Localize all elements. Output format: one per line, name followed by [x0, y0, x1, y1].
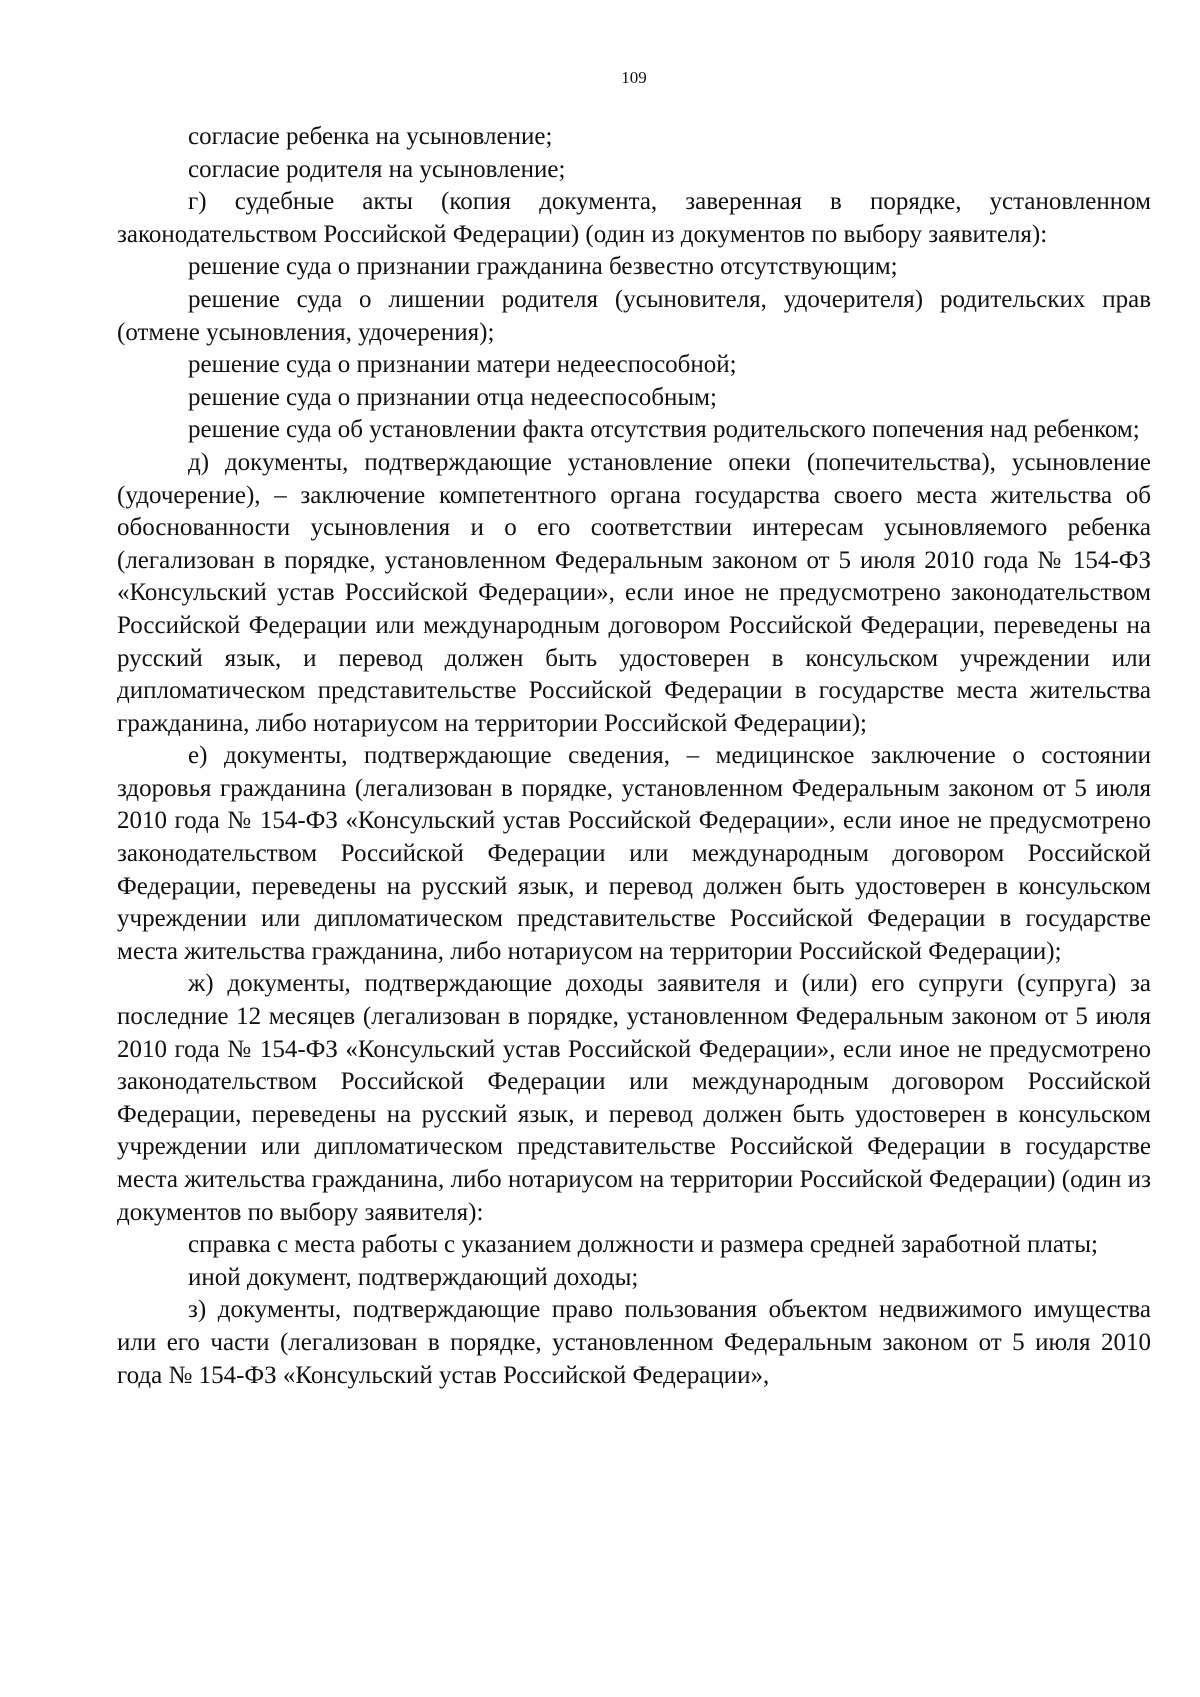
paragraph-other-income-document: иной документ, подтверждающий доходы;	[188, 1263, 639, 1291]
paragraph-parent-consent: согласие родителя на усыновление;	[188, 155, 566, 183]
paragraph-court-deprivation-rights: решение суда о лишении родителя (усыновителя, удочерителя) родительских прав (отмене усыновления, удочерения);	[117, 285, 1151, 346]
paragraph-court-missing-person: решение суда о признании гражданина безвестно отсутствующим;	[188, 253, 898, 281]
paragraph-child-consent: согласие ребенка на усыновление;	[188, 123, 553, 150]
paragraph-item-g-court-acts: г) судебные акты (копия документа, заверенная в порядке, установленном законодательством Российской Федерации) (один из документов по выбору заявителя):	[117, 188, 1151, 248]
paragraph-item-zh-income: ж) документы, подтверждающие доходы заявителя и (или) его супруги (супруга) за последние 12 месяцев (легализован в порядке, установленном Федеральным законом от 5 июля 2010 года № 154-ФЗ «Консульский устав Российской Федерации», если иное не предусмотрено законодательством Российской Федерации или международным договором Российской Федерации, переведены на русский язык, и перевод должен быть удостоверен в консульском учреждении или дипломатическом представительстве Российской Федерации в государстве места жительства гражданина, либо нотариусом на территории Российской Федерации) (один из документов по выбору заявителя):	[117, 970, 1151, 1226]
paragraph-item-d-guardianship: д) документы, подтверждающие установление опеки (попечительства), усыновление (удочерение), – заключение компетентного органа государства своего места жительства об обоснованности усыновления и о его соответствии интересам усыновляемого ребенка (легализован в порядке, установленном Федеральным законом от 5 июля 2010 года № 154-ФЗ «Консульский устав Российской Федерации», если иное не предусмотрено законодательством Российской Федерации или международным договором Российской Федерации, переведены на русский язык, и перевод должен быть удостоверен в консульском учреждении или дипломатическом представительстве Российской Федерации в государстве места жительства гражданина, либо нотариусом на территории Российской Федерации);	[117, 448, 1151, 737]
paragraph-item-e-medical: е) документы, подтверждающие сведения, – медицинское заключение о состоянии здоровья гражданина (легализован в порядке, установленном Федеральным законом от 5 июля 2010 года № 154-ФЗ «Консульский устав Российской Федерации», если иное не предусмотрено законодательством Российской Федерации или международным договором Российской Федерации, переведены на русский язык, и перевод должен быть удостоверен в консульском учреждении или дипломатическом представительстве Российской Федерации в государстве места жительства гражданина, либо нотариусом на территории Российской Федерации);	[117, 742, 1151, 965]
paragraph-court-father-incapable: решение суда о признании отца недееспособным;	[188, 383, 717, 411]
paragraph-item-z-property: з) документы, подтверждающие право пользования объектом недвижимого имущества или его части (легализован в порядке, установленном Федеральным законом от 5 июля 2010 года № 154-ФЗ «Консульский устав Российской Федерации»,	[117, 1296, 1151, 1389]
paragraph-court-no-parental-care: решение суда об установлении факта отсутствия родительского попечения над ребенком;	[188, 416, 1140, 444]
document-page	[117, 0, 1151, 1697]
paragraph-salary-certificate: справка с места работы с указанием должности и размера средней заработной платы;	[188, 1231, 1098, 1259]
page-number: 109	[621, 68, 647, 87]
paragraph-court-mother-incapable: решение суда о признании матери недееспособной;	[188, 351, 737, 379]
document-body	[117, 121, 1151, 1392]
